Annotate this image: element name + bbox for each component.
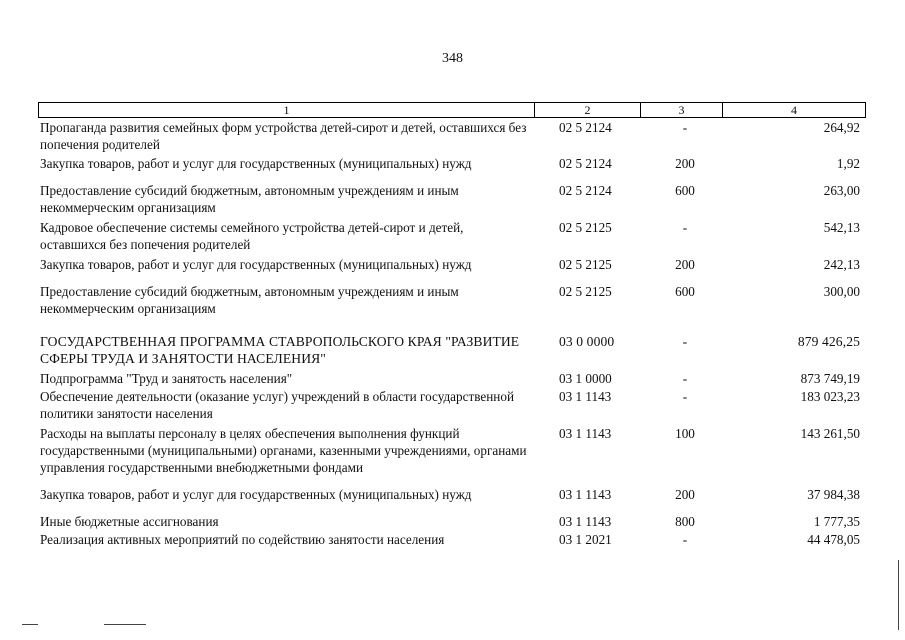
- row-sum: 263,00: [823, 183, 860, 198]
- row-name: Реализация активных мероприятий по содействию занятости населения: [40, 532, 445, 547]
- table-header: [38, 102, 866, 118]
- row-name: Предоставление субсидий бюджетным, автономным учреждениям и иным некоммерческим организациям: [40, 183, 459, 215]
- header-col-4: 4: [791, 103, 797, 117]
- header-col-3: 3: [641, 103, 723, 117]
- row-type: -: [682, 389, 688, 404]
- row-name: Подпрограмма "Труд и занятость населения": [40, 371, 293, 386]
- row-code: 03 1 1143: [559, 514, 612, 529]
- row-type: -: [682, 120, 688, 135]
- row-sum: 873 749,19: [800, 371, 860, 386]
- row-sum: 44 478,05: [807, 532, 860, 547]
- row-sum: 879 426,25: [797, 334, 860, 349]
- row-name: Кадровое обеспечение системы семейного устройства детей-сирот и детей, оставшихся без попечения родителей: [40, 220, 464, 252]
- row-name: Предоставление субсидий бюджетным, автономным учреждениям и иным некоммерческим организациям: [40, 284, 459, 316]
- scan-edge-line: [898, 560, 899, 630]
- row-type: 200: [675, 257, 695, 272]
- row-code: 03 1 1143: [559, 389, 612, 404]
- row-sum: 300,00: [823, 284, 860, 299]
- header-col-1: 1: [39, 103, 535, 117]
- row-type: 200: [675, 156, 695, 171]
- row-code: 02 5 2125: [559, 284, 612, 299]
- row-type: 600: [675, 183, 695, 198]
- row-sum: 1 777,35: [813, 514, 860, 529]
- row-name: ГОСУДАРСТВЕННАЯ ПРОГРАММА СТАВРОПОЛЬСКОГО КРАЯ "РАЗВИТИЕ СФЕРЫ ТРУДА И ЗАНЯТОСТИ НАСЕЛЕНИЯ": [40, 334, 520, 366]
- row-code: 03 1 2021: [559, 532, 612, 547]
- row-name: Обеспечение деятельности (оказание услуг) учреждений в области государственной политики занятости населения: [40, 389, 515, 421]
- row-name: Закупка товаров, работ и услуг для государственных (муниципальных) нужд: [40, 487, 472, 502]
- row-name: Расходы на выплаты персоналу в целях обеспечения выполнения функций государственными (муниципальными) органами, казенными учреждениями, органами управления государственными внебюджетными фондами: [40, 426, 527, 475]
- row-name: Закупка товаров, работ и услуг для государственных (муниципальных) нужд: [40, 156, 472, 171]
- row-type: -: [682, 334, 688, 349]
- row-type: 800: [675, 514, 695, 529]
- row-sum: 183 023,23: [800, 389, 860, 404]
- row-sum: 143 261,50: [800, 426, 860, 441]
- row-code: 02 5 2124: [559, 183, 612, 198]
- scan-mark: [104, 624, 146, 625]
- row-sum: 1,92: [836, 156, 860, 171]
- row-code: 02 5 2125: [559, 220, 612, 235]
- header-col-2: 2: [535, 103, 641, 117]
- page-number: 348: [442, 51, 463, 66]
- row-code: 02 5 2124: [559, 156, 612, 171]
- row-type: 100: [675, 426, 695, 441]
- row-type: -: [682, 532, 688, 547]
- row-name: Пропаганда развития семейных форм устройства детей-сирот и детей, оставшихся без попечения родителей: [40, 120, 527, 152]
- row-sum: 37 984,38: [807, 487, 860, 502]
- row-type: -: [682, 371, 688, 386]
- row-code: 03 1 0000: [559, 371, 612, 386]
- row-type: 200: [675, 487, 695, 502]
- row-name: Закупка товаров, работ и услуг для государственных (муниципальных) нужд: [40, 257, 472, 272]
- row-sum: 242,13: [823, 257, 860, 272]
- row-code: 03 1 1143: [559, 426, 612, 441]
- row-code: 02 5 2124: [559, 120, 612, 135]
- row-type: -: [682, 220, 688, 235]
- scan-mark: [22, 624, 38, 625]
- row-code: 03 1 1143: [559, 487, 612, 502]
- row-code: 02 5 2125: [559, 257, 612, 272]
- row-sum: 264,92: [823, 120, 860, 135]
- row-name: Иные бюджетные ассигнования: [40, 514, 219, 529]
- row-code: 03 0 0000: [559, 334, 615, 349]
- row-sum: 542,13: [823, 220, 860, 235]
- row-type: 600: [675, 284, 695, 299]
